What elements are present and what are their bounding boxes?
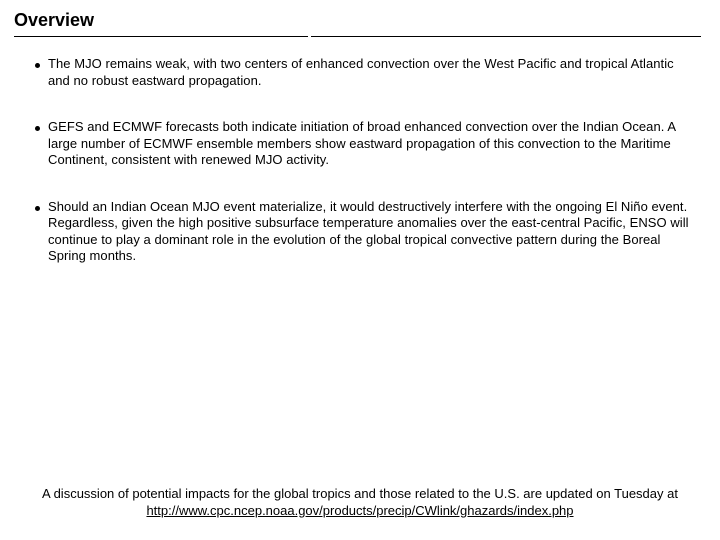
bullet-item: [0, 119, 720, 169]
bullet-item: [0, 199, 720, 265]
footer-note: [0, 486, 720, 519]
bullet-text: The MJO remains weak, with two centers of enhanced convection over the West Pacific and tropical Atlantic and no robust eastward propagation.: [48, 56, 674, 88]
bullet-item: [0, 56, 720, 89]
hazards-link[interactable]: http://www.cpc.ncep.noaa.gov/products/precip/CWlink/ghazards/index.php: [146, 502, 574, 518]
bullet-dot-icon: [35, 63, 40, 68]
bullet-text: GEFS and ECMWF forecasts both indicate initiation of broad enhanced convection over the Indian Ocean. A large number of ECMWF ensemble members show eastward propagation of this convection to the Maritime Continent, consistent with renewed MJO activity.: [48, 119, 676, 167]
footer-text: A discussion of potential impacts for the global tropics and those related to the U.S. are updated on Tuesday at: [42, 486, 678, 501]
title-underline-right: [311, 36, 701, 37]
bullet-list: [0, 56, 720, 265]
bullet-dot-icon: [35, 126, 40, 131]
bullet-dot-icon: [35, 206, 40, 211]
bullet-text: Should an Indian Ocean MJO event materialize, it would destructively interfere with the ongoing El Niño event. Regardless, given the high positive subsurface temperature anomalies over the east-central Pacific, ENSO will continue to play a dominant role in the evolution of the global tropical convective pattern during the Boreal Spring months.: [48, 198, 689, 263]
slide-title: Overview: [14, 10, 95, 30]
title-underline-left: [14, 36, 308, 37]
